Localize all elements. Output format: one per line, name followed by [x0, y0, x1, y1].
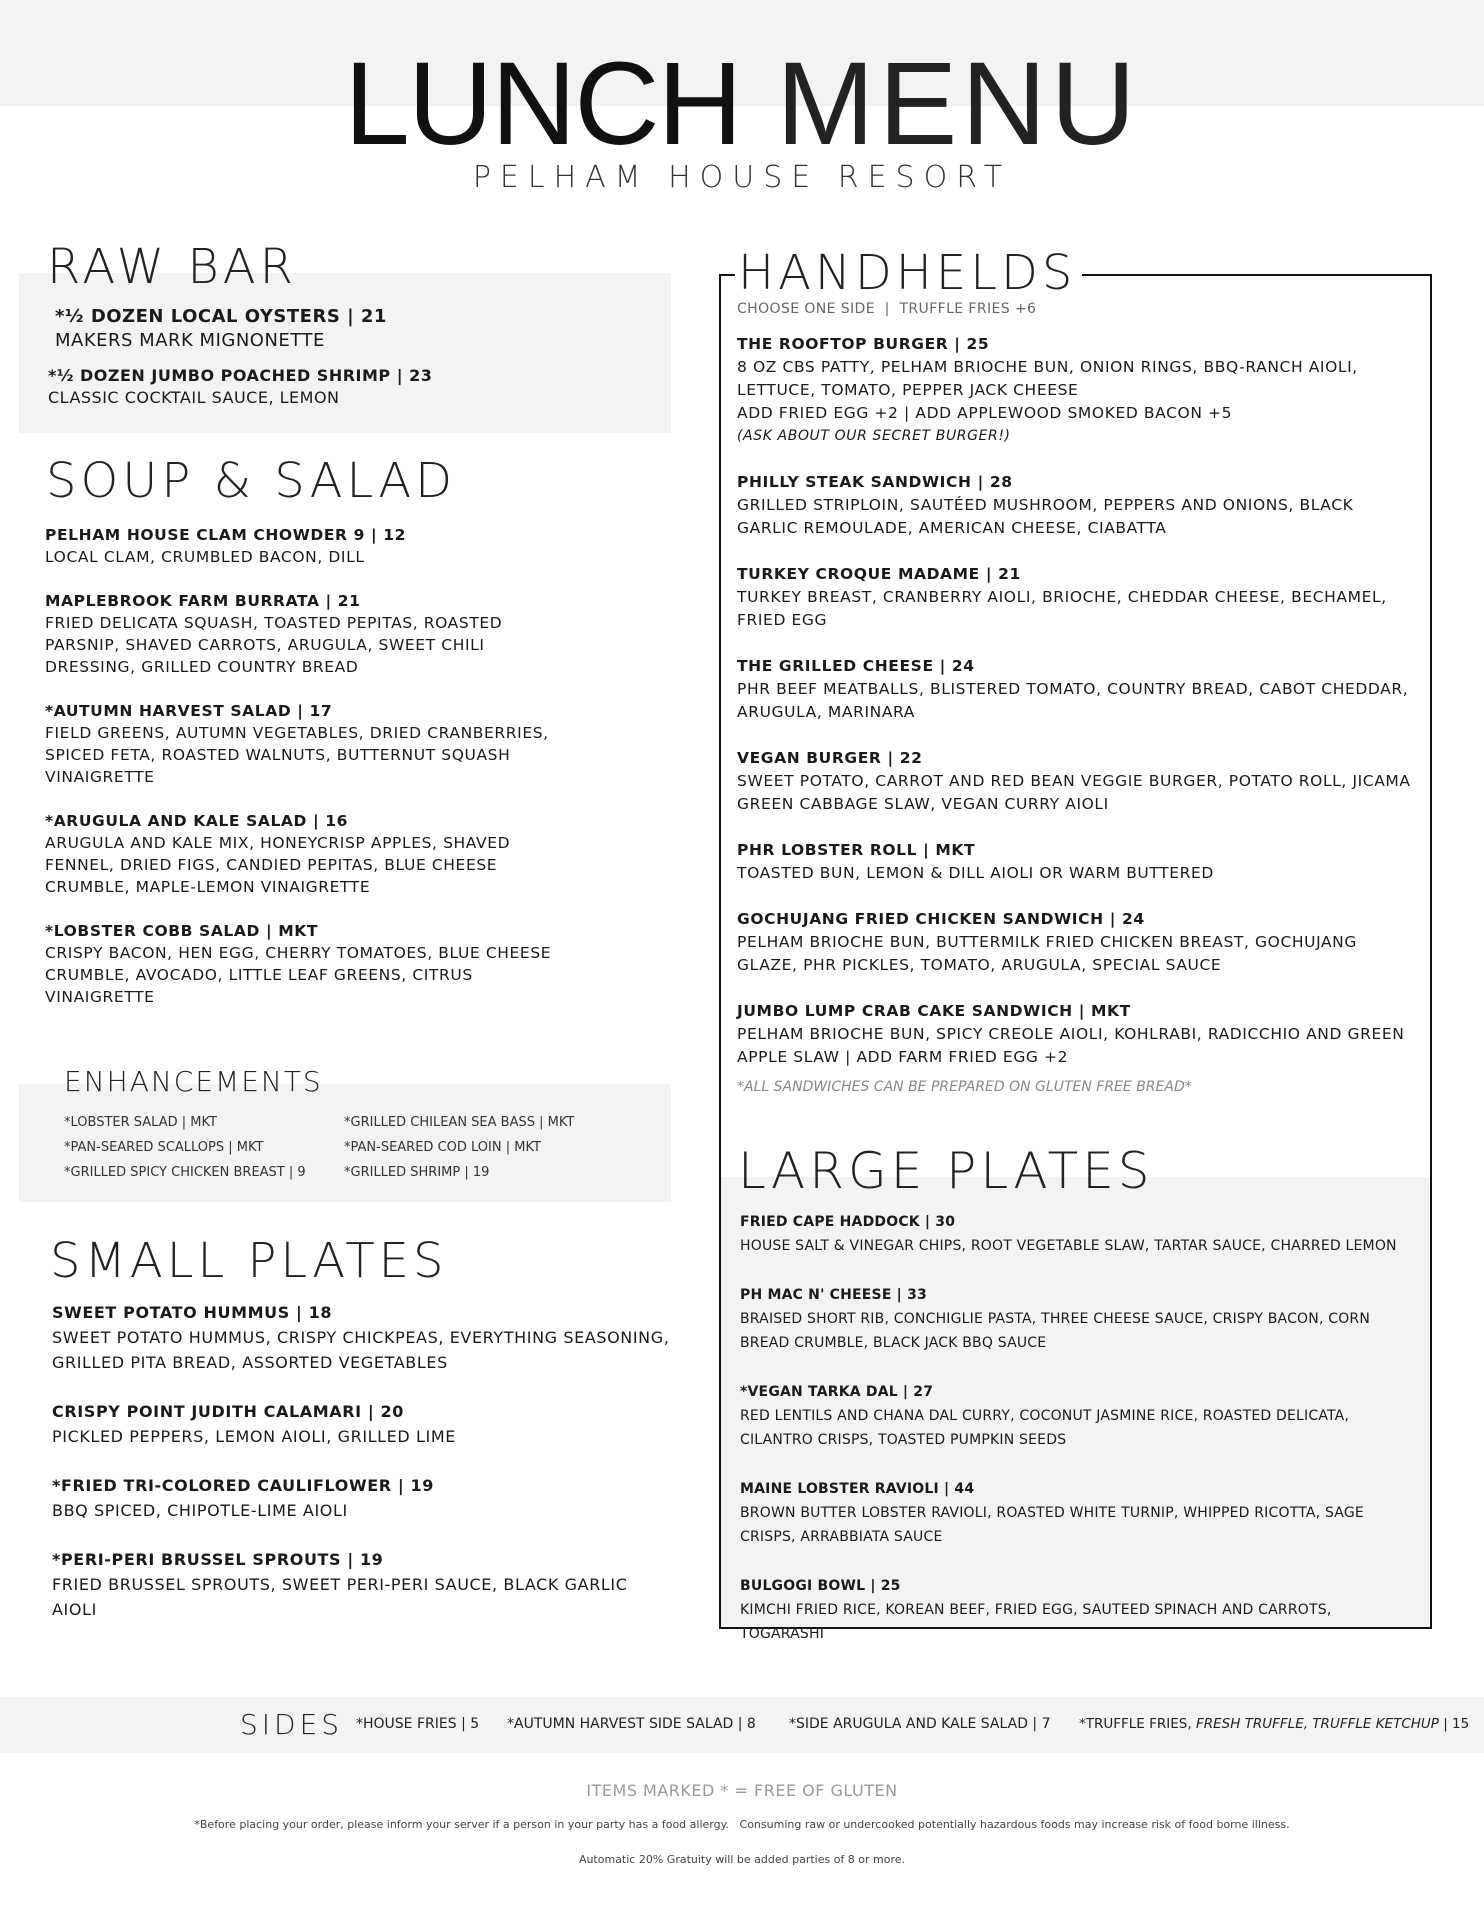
menu-item [45, 590, 565, 678]
item-name: THE ROOFTOP BURGER | 25 [737, 335, 990, 353]
item-desc: RED LENTILS AND CHANA DAL CURRY, COCONUT JASMINE RICE, ROASTED DELICATA, CILANTRO CRISPS, TOASTED PUMPKIN SEEDS [740, 1408, 1350, 1448]
menu-item [737, 471, 1417, 540]
item-desc: PELHAM BRIOCHE BUN, BUTTERMILK FRIED CHICKEN BREAST, GOCHUJANG GLAZE, PHR PICKLES, TOMATO, ARUGULA, SPECIAL SAUCE [737, 933, 1357, 974]
menu-item [740, 1283, 1420, 1355]
item-name: *PERI-PERI BRUSSEL SPROUTS | 19 [52, 1550, 384, 1569]
side-item: *SIDE ARUGULA AND KALE SALAD | 7 [789, 1716, 1051, 1732]
raw-bar-item-name: *½ DOZEN JUMBO POACHED SHRIMP | 23 [48, 366, 433, 385]
gluten-free-note: ITEMS MARKED * = FREE OF GLUTEN [586, 1781, 898, 1800]
item-italic-note: (ASK ABOUT OUR SECRET BURGER!) [737, 428, 1011, 444]
menu-title [0, 38, 1484, 170]
soup-salad-heading: SOUP & SALAD [46, 453, 457, 509]
enhancement-item: *GRILLED CHILEAN SEA BASS | MKT [344, 1115, 575, 1130]
allergy-note: *Before placing your order, please inform your server if a person in your party has a food allergy. Consuming raw or undercooked potentially hazardous foods may increase risk of food borne illness. [194, 1818, 1290, 1831]
item-desc: TURKEY BREAST, CRANBERRY AIOLI, BRIOCHE, CHEDDAR CHEESE, BECHAMEL, FRIED EGG [737, 588, 1387, 629]
item-desc: BROWN BUTTER LOBSTER RAVIOLI, ROASTED WHITE TURNIP, WHIPPED RICOTTA, SAGE CRISPS, ARRABBIATA SAUCE [740, 1505, 1364, 1545]
enhancement-item: *GRILLED SPICY CHICKEN BREAST | 9 [64, 1165, 306, 1180]
raw-bar-item-name: *½ DOZEN LOCAL OYSTERS | 21 [55, 306, 387, 327]
frame-top-right [1070, 274, 1430, 276]
item-name: PHILLY STEAK SANDWICH | 28 [737, 473, 1013, 491]
item-name: *VEGAN TARKA DAL | 27 [740, 1384, 934, 1400]
item-desc: 8 OZ CBS PATTY, PELHAM BRIOCHE BUN, ONION RINGS, BBQ-RANCH AIOLI, LETTUCE, TOMATO, PEPPER JACK CHEESE [737, 358, 1358, 399]
item-name: FRIED CAPE HADDOCK | 30 [740, 1214, 956, 1230]
item-desc: CRISPY BACON, HEN EGG, CHERRY TOMATOES, BLUE CHEESE CRUMBLE, AVOCADO, LITTLE LEAF GREENS, CITRUS VINAIGRETTE [45, 944, 552, 1006]
truffle-prefix: *TRUFFLE FRIES, [1079, 1716, 1196, 1732]
side-item-truffle [1079, 1716, 1469, 1732]
item-desc: PICKLED PEPPERS, LEMON AIOLI, GRILLED LIME [52, 1427, 456, 1446]
item-desc: LOCAL CLAM, CRUMBLED BACON, DILL [45, 548, 365, 566]
item-desc: PHR BEEF MEATBALLS, BLISTERED TOMATO, COUNTRY BREAD, CABOT CHEDDAR, ARUGULA, MARINARA [737, 680, 1409, 721]
item-desc: GRILLED STRIPLOIN, SAUTÉED MUSHROOM, PEPPERS AND ONIONS, BLACK GARLIC REMOULADE, AMERICAN CHEESE, CIABATTA [737, 496, 1354, 537]
menu-item [45, 524, 565, 568]
title-menu: MENU [776, 38, 1140, 170]
menu-item [740, 1210, 1420, 1258]
item-name: PH MAC N' CHEESE | 33 [740, 1287, 927, 1303]
item-name: VEGAN BURGER | 22 [737, 749, 923, 767]
menu-item [737, 908, 1417, 977]
handhelds-list [737, 333, 1417, 1095]
item-desc: TOASTED BUN, LEMON & DILL AIOLI OR WARM BUTTERED [737, 864, 1214, 882]
item-name: *ARUGULA AND KALE SALAD | 16 [45, 812, 349, 830]
menu-item [737, 839, 1417, 885]
enhancements-right [344, 1110, 574, 1185]
item-name: *AUTUMN HARVEST SALAD | 17 [45, 702, 333, 720]
item-desc: FIELD GREENS, AUTUMN VEGETABLES, DRIED CRANBERRIES, SPICED FETA, ROASTED WALNUTS, BUTTERNUT SQUASH VINAIGRETTE [45, 724, 549, 786]
raw-bar-item-desc: MAKERS MARK MIGNONETTE [55, 330, 325, 351]
item-desc: FRIED BRUSSEL SPROUTS, SWEET PERI-PERI SAUCE, BLACK GARLIC AIOLI [52, 1575, 628, 1619]
item-name: SWEET POTATO HUMMUS | 18 [52, 1303, 333, 1322]
large-plates-list [740, 1210, 1420, 1671]
item-name: GOCHUJANG FRIED CHICKEN SANDWICH | 24 [737, 910, 1145, 928]
raw-bar-item-desc: CLASSIC COCKTAIL SAUCE, LEMON [48, 388, 340, 407]
item-desc: HOUSE SALT & VINEGAR CHIPS, ROOT VEGETABLE SLAW, TARTAR SAUCE, CHARRED LEMON [740, 1238, 1397, 1254]
item-name: PELHAM HOUSE CLAM CHOWDER 9 | 12 [45, 526, 406, 544]
menu-item [52, 1473, 672, 1523]
item-desc: PELHAM BRIOCHE BUN, SPICY CREOLE AIOLI, KOHLRABI, RADICCHIO AND GREEN APPLE SLAW | ADD FARM FRIED EGG +2 [737, 1025, 1405, 1066]
menu-item [45, 920, 565, 1008]
truffle-suffix: | 15 [1438, 1716, 1470, 1732]
truffle-italic: FRESH TRUFFLE, TRUFFLE KETCHUP [1195, 1716, 1439, 1732]
side-item: *AUTUMN HARVEST SIDE SALAD | 8 [507, 1716, 756, 1732]
item-desc: BRAISED SHORT RIB, CONCHIGLIE PASTA, THREE CHEESE SAUCE, CRISPY BACON, CORN BREAD CRUMBLE, BLACK JACK BBQ SAUCE [740, 1311, 1371, 1351]
menu-item [45, 700, 565, 788]
menu-item [740, 1477, 1420, 1549]
menu-item [52, 1399, 672, 1449]
resort-name: PELHAM HOUSE RESORT [472, 160, 1012, 195]
menu-item [737, 563, 1417, 632]
enhancement-item: *GRILLED SHRIMP | 19 [344, 1165, 490, 1180]
raw-bar-item [48, 365, 648, 409]
menu-item [737, 333, 1417, 448]
item-desc: SWEET POTATO, CARROT AND RED BEAN VEGGIE BURGER, POTATO ROLL, JICAMA GREEN CABBAGE SLAW, VEGAN CURRY AIOLI [737, 772, 1411, 813]
menu-item [52, 1300, 672, 1375]
item-name: *FRIED TRI-COLORED CAULIFLOWER | 19 [52, 1476, 434, 1495]
item-name: JUMBO LUMP CRAB CAKE SANDWICH | MKT [737, 1002, 1131, 1020]
menu-item [740, 1380, 1420, 1452]
item-name: *LOBSTER COBB SALAD | MKT [45, 922, 319, 940]
soup-salad-list [45, 524, 565, 1030]
item-name: CRISPY POINT JUDITH CALAMARI | 20 [52, 1402, 404, 1421]
item-desc: KIMCHI FRIED RICE, KOREAN BEEF, FRIED EGG, SAUTEED SPINACH AND CARROTS, TOGARASHI [740, 1602, 1332, 1642]
large-plates-heading: LARGE PLATES [738, 1142, 1154, 1200]
item-desc: BBQ SPICED, CHIPOTLE-LIME AIOLI [52, 1501, 348, 1520]
small-plates-heading: SMALL PLATES [50, 1233, 448, 1289]
menu-item [45, 810, 565, 898]
raw-bar-heading: RAW BAR [47, 239, 297, 295]
item-name: MAINE LOBSTER RAVIOLI | 44 [740, 1481, 975, 1497]
enhancement-item: *PAN-SEARED SCALLOPS | MKT [64, 1140, 264, 1155]
item-name: BULGOGI BOWL | 25 [740, 1578, 901, 1594]
enhancements-left [64, 1110, 306, 1185]
menu-item [737, 1000, 1417, 1069]
gratuity-note: Automatic 20% Gratuity will be added parties of 8 or more. [578, 1853, 906, 1866]
item-name: PHR LOBSTER ROLL | MKT [737, 841, 976, 859]
item-desc: ARUGULA AND KALE MIX, HONEYCRISP APPLES, SHAVED FENNEL, DRIED FIGS, CANDIED PEPITAS, BLUE CHEESE CRUMBLE, MAPLE-LEMON VINAIGRETTE [45, 834, 511, 896]
frame-top-left [719, 274, 735, 276]
menu-item [52, 1547, 672, 1622]
menu-item [737, 747, 1417, 816]
small-plates-list [52, 1300, 672, 1646]
enhancements-heading: ENHANCEMENTS [64, 1065, 323, 1098]
raw-bar-item [55, 305, 655, 353]
item-name: TURKEY CROQUE MADAME | 21 [737, 565, 1021, 583]
item-extra: ADD FRIED EGG +2 | ADD APPLEWOOD SMOKED BACON +5 [737, 404, 1233, 422]
raw-bar-band [19, 273, 671, 433]
item-desc: FRIED DELICATA SQUASH, TOASTED PEPITAS, ROASTED PARSNIP, SHAVED CARROTS, ARUGULA, SWEET CHILI DRESSING, GRILLED COUNTRY BREAD [45, 614, 503, 676]
item-name: THE GRILLED CHEESE | 24 [737, 657, 975, 675]
title-lunch: LUNCH [344, 38, 741, 170]
handhelds-note: CHOOSE ONE SIDE | TRUFFLE FRIES +6 [737, 301, 1037, 317]
enhancement-item: *PAN-SEARED COD LOIN | MKT [344, 1140, 541, 1155]
menu-item [740, 1574, 1420, 1646]
item-name: MAPLEBROOK FARM BURRATA | 21 [45, 592, 361, 610]
gluten-free-bread-note: *ALL SANDWICHES CAN BE PREPARED ON GLUTEN FREE BREAD* [737, 1079, 1192, 1095]
menu-item [737, 655, 1417, 724]
enhancement-item: *LOBSTER SALAD | MKT [64, 1115, 217, 1130]
handhelds-heading: HANDHELDS [738, 249, 1082, 297]
side-item: *HOUSE FRIES | 5 [356, 1716, 480, 1732]
sides-heading: SIDES [240, 1708, 344, 1741]
item-desc: SWEET POTATO HUMMUS, CRISPY CHICKPEAS, EVERYTHING SEASONING, GRILLED PITA BREAD, ASSORTED VEGETABLES [52, 1328, 670, 1372]
